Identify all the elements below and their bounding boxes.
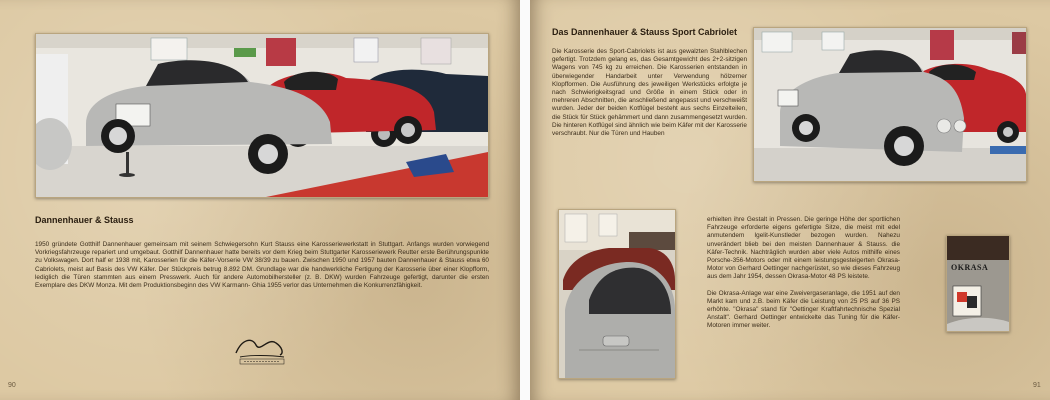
left-paragraph: 1950 gründete Gotthilf Dannenhauer gemeinsam mit seinem Schwiegersohn Kurt Stauss eine Karosseriewerkstatt in Stuttgart. Anfangs wurden vorwiegend Vorkriegsfahrzeuge repariert und umgebaut. Gotthilf Dannenhauer hatte bereits vor dem Krieg beim Stuttgarter Karosseriewerk Reutter erste Berührungspunkte zu Volkswagen. Dort half er 1938 mit, Karosserien für die Käfer-Vorserie VW 38/39 zu bauen. Zwischen 1950 und 1957 bauten Dannenhauer & Stauss etwa 60 Cabriolets, meist auf Basis des VW Käfer. Der Stückpreis betrug 8.892 DM. Grundlage war die handwerkliche Fertigung der Karosserie über einer Klopfform, lediglich die Türen stammten aus einem Presswerk. Auch für andere Automobilhersteller (z. B. DKW) wurden Fahrzeuge gefertigt, darunter die ersten Exemplare des DKW Monza. Mit dem Produktionsbeginn des VW Karmann- Ghia 1955 verlor das Unternehmen die Konkurrenzfähigkeit. bbox=[35, 241, 489, 290]
okrasa-photo bbox=[946, 235, 1010, 332]
left-body-text bbox=[35, 241, 489, 298]
right-page bbox=[530, 0, 1050, 400]
right-column2-paragraph-2: Die Okrasa-Anlage war eine Zweivergaseranlage, die 1951 auf den Markt kam und z.B. beim Käfer die Leistung von 25 PS auf 36 PS erhöhte. "Okrasa" stand für "Oettinger Kraftfahrtechnische Spezial Anstalt". Gerhard Oettinger entwickelte das Tuning für die Käfer-Motoren immer weiter. bbox=[707, 289, 900, 330]
right-column2-text bbox=[707, 216, 900, 339]
right-top-photo bbox=[753, 27, 1027, 182]
book-gutter bbox=[520, 0, 530, 400]
right-column2-paragraph-1: erhielten ihre Gestalt in Pressen. Die geringe Höhe der sportlichen Fahrzeuge erforderte eigens gefertigte Sitze, die meist mit edel anmutendem Igelit-Kunstleder bezogen wurden. Nahezu unverändert blieb bei den meisten Dannenhauer & Stauss. die Käfer-Technik. Nachträglich wurden aber viele Autos mithilfe eines Porsche-356-Motors oder mit einem leistungsgesteigerten Okrasa-Motor von Gerhard Oettinger nachgerüstet, so wie dieses Fahrzeug aus dem Jahr 1954, dessen Okrasa-Motor 48 PS leistete. bbox=[707, 216, 900, 281]
right-column1-paragraph: Die Karosserie des Sport-Cabriolets ist aus gewalzten Stahlblechen gefertigt. Trotzdem gelang es, das Gesamtgewicht des 2+2-sitzigen Wagens von 745 kg zu erreichen. Die Karosserien entstanden in überwiegender Handarbeit unter Verwendung hölzerner Klopfformen. Die Ausführung des jeweiligen Werkstücks erfolgte je nach Schwierigkeitsgrad und Größe in einem Stück oder in mehreren Abschnitten, die anschließend angepasst und verschweißt wurden. Jeder der beiden Kotflügel besteht aus sechs Einzelteilen, die Stück für Stück gehämmert und dann zusammengesetzt wurden. Die hinteren Kotflügel sind ähnlich wie beim Käfer mit der Karosserie verschraubt. Nur die Türen und Hauben bbox=[552, 48, 747, 138]
left-main-photo bbox=[35, 33, 489, 198]
right-rear-photo bbox=[558, 209, 676, 379]
right-column1-text bbox=[552, 48, 747, 146]
okrasa-label: OKRASA bbox=[951, 263, 989, 272]
karosserie-logo bbox=[230, 333, 290, 367]
left-page bbox=[0, 0, 520, 400]
right-page-number: 91 bbox=[1033, 382, 1041, 389]
left-heading: Dannenhauer & Stauss bbox=[35, 215, 134, 225]
left-page-number: 90 bbox=[8, 382, 16, 389]
right-heading: Das Dannenhauer & Stauss Sport Cabriolet bbox=[552, 27, 738, 37]
